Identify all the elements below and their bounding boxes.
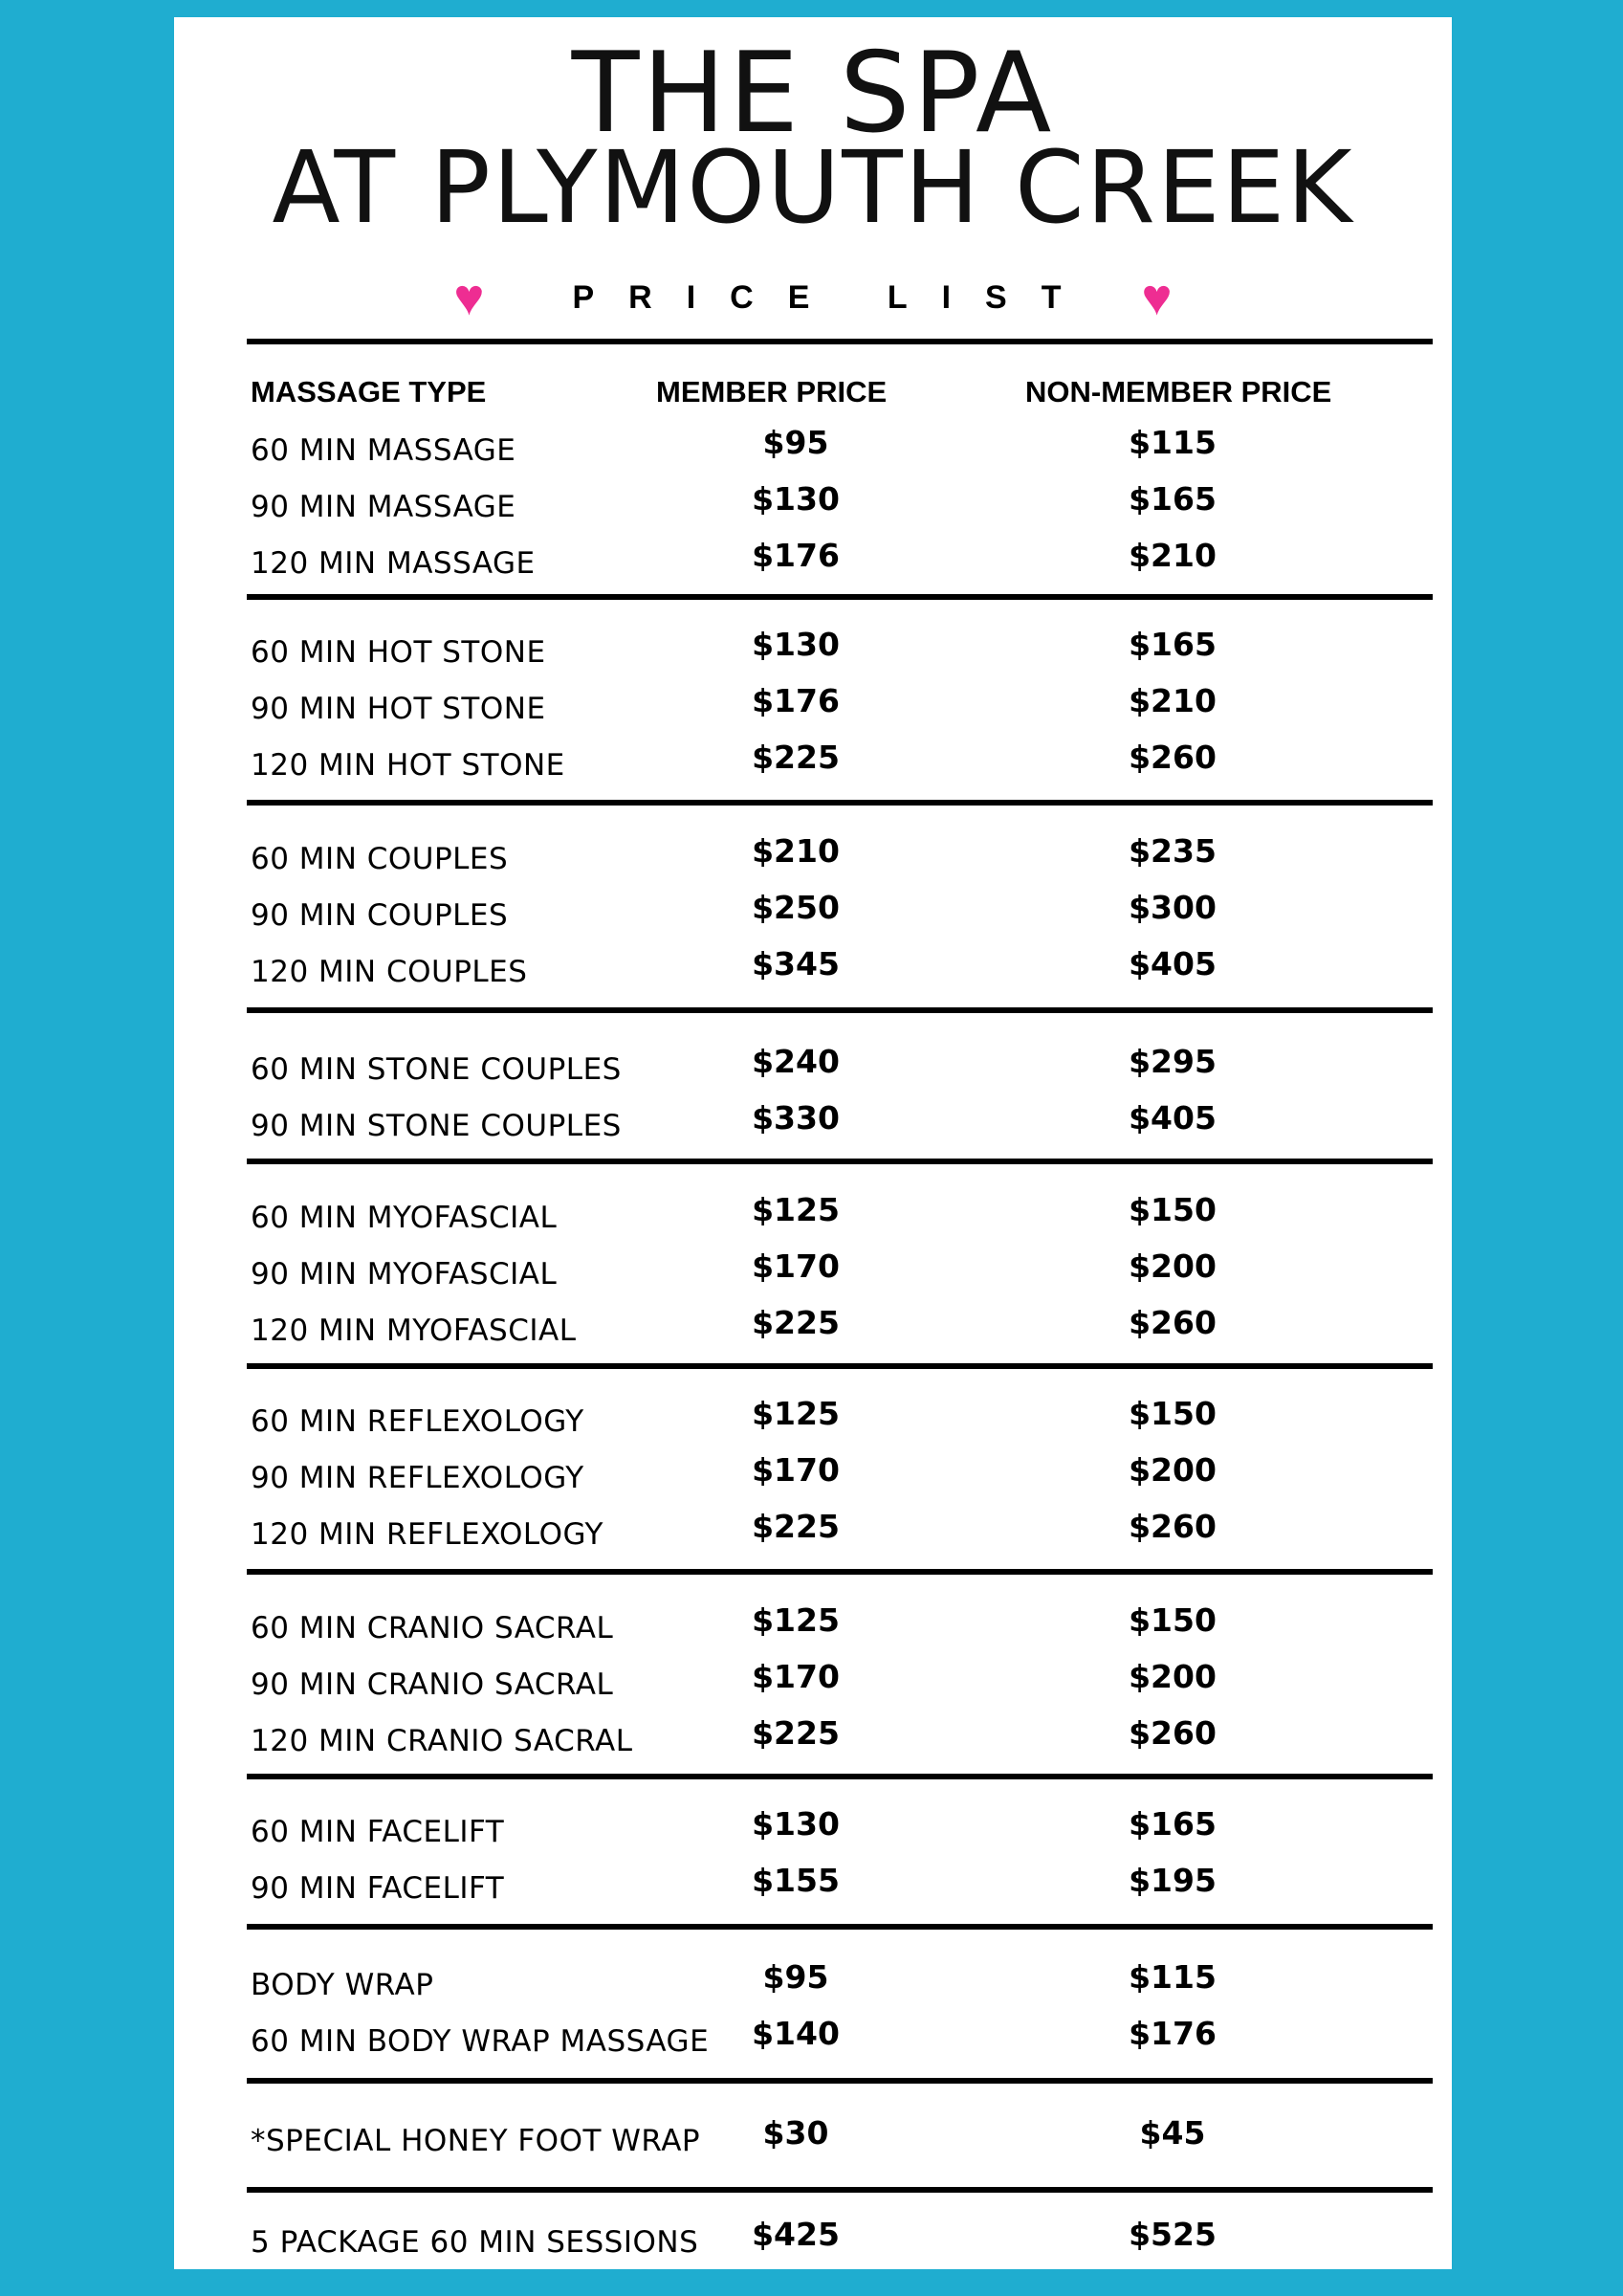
table-row — [247, 739, 1433, 790]
service-name: 60 MIN FACELIFT — [251, 1815, 505, 1849]
member-price: $130 — [752, 1805, 840, 1843]
table-row — [247, 1304, 1433, 1356]
non-member-price: $260 — [1129, 1714, 1217, 1752]
divider — [247, 1569, 1433, 1575]
column-header-type: MASSAGE TYPE — [251, 375, 487, 408]
column-header-non-member: NON-MEMBER PRICE — [1025, 375, 1332, 408]
member-price: $140 — [752, 2015, 840, 2052]
table-row — [247, 1043, 1433, 1094]
non-member-price: $260 — [1129, 1304, 1217, 1341]
service-name: BODY WRAP — [251, 1968, 434, 2002]
member-price: $170 — [752, 1451, 840, 1489]
service-name: 120 MIN REFLEXOLOGY — [251, 1517, 603, 1552]
service-name: 90 MIN STONE COUPLES — [251, 1109, 622, 1143]
service-name: 60 MIN REFLEXOLOGY — [251, 1404, 584, 1439]
member-price: $176 — [752, 537, 840, 574]
table-row — [247, 889, 1433, 940]
member-price: $250 — [752, 889, 840, 926]
table-row — [247, 1508, 1433, 1559]
non-member-price: $115 — [1129, 1958, 1217, 1996]
member-price: $170 — [752, 1658, 840, 1695]
service-name: 90 MIN MASSAGE — [251, 490, 516, 524]
service-name: 90 MIN COUPLES — [251, 898, 509, 933]
table-row — [247, 682, 1433, 734]
divider — [247, 800, 1433, 806]
divider — [247, 2187, 1433, 2193]
service-name: 90 MIN HOT STONE — [251, 692, 546, 726]
table-row — [247, 832, 1433, 884]
divider — [247, 1363, 1433, 1369]
table-row — [247, 945, 1433, 997]
service-name: 120 MIN CRANIO SACRAL — [251, 1724, 633, 1758]
non-member-price: $235 — [1129, 832, 1217, 870]
member-price: $425 — [752, 2216, 840, 2253]
table-row — [247, 1601, 1433, 1653]
member-price: $210 — [752, 832, 840, 870]
table-row — [247, 2216, 1433, 2267]
member-price: $155 — [752, 1862, 840, 1899]
page-title-line-1: THE SPA — [571, 29, 1055, 158]
table-row — [247, 2015, 1433, 2066]
divider — [247, 2078, 1433, 2084]
non-member-price: $195 — [1129, 1862, 1217, 1899]
table-row — [247, 1862, 1433, 1913]
non-member-price: $45 — [1139, 2114, 1206, 2152]
service-name: 120 MIN HOT STONE — [251, 748, 565, 783]
service-name: 60 MIN STONE COUPLES — [251, 1052, 622, 1087]
member-price: $95 — [762, 424, 829, 461]
member-price: $125 — [752, 1191, 840, 1228]
non-member-price: $150 — [1129, 1395, 1217, 1432]
member-price: $330 — [752, 1099, 840, 1137]
service-name: 60 MIN HOT STONE — [251, 635, 546, 670]
member-price: $225 — [752, 1714, 840, 1752]
table-row — [247, 626, 1433, 677]
member-price: $30 — [762, 2114, 829, 2152]
member-price: $345 — [752, 945, 840, 982]
heart-icon: ♥ — [453, 269, 485, 326]
non-member-price: $210 — [1129, 682, 1217, 719]
table-row — [247, 1714, 1433, 1766]
table-row — [247, 2114, 1433, 2166]
non-member-price: $115 — [1129, 424, 1217, 461]
non-member-price: $200 — [1129, 1658, 1217, 1695]
table-row — [247, 537, 1433, 588]
service-name: 5 PACKAGE 60 MIN SESSIONS — [251, 2225, 699, 2260]
table-row — [247, 1805, 1433, 1857]
column-header-member: MEMBER PRICE — [656, 375, 888, 408]
service-name: 90 MIN FACELIFT — [251, 1871, 505, 1906]
member-price: $170 — [752, 1247, 840, 1285]
member-price: $95 — [762, 1958, 829, 1996]
table-row — [247, 1099, 1433, 1151]
member-price: $225 — [752, 1304, 840, 1341]
member-price: $130 — [752, 626, 840, 663]
non-member-price: $200 — [1129, 1451, 1217, 1489]
non-member-price: $150 — [1129, 1601, 1217, 1639]
table-row — [247, 1191, 1433, 1243]
non-member-price: $405 — [1129, 945, 1217, 982]
divider — [247, 1007, 1433, 1013]
non-member-price: $405 — [1129, 1099, 1217, 1137]
service-name: 90 MIN REFLEXOLOGY — [251, 1461, 584, 1495]
non-member-price: $150 — [1129, 1191, 1217, 1228]
price-list-subtitle — [174, 269, 1452, 326]
divider — [247, 594, 1433, 600]
divider — [247, 1159, 1433, 1164]
table-row — [247, 480, 1433, 532]
non-member-price: $165 — [1129, 1805, 1217, 1843]
table-row — [247, 1395, 1433, 1446]
service-name: 120 MIN MASSAGE — [251, 546, 536, 581]
service-name: 120 MIN MYOFASCIAL — [251, 1314, 577, 1348]
table-row — [247, 1958, 1433, 2010]
member-price: $125 — [752, 1601, 840, 1639]
table-row — [247, 424, 1433, 475]
non-member-price: $525 — [1129, 2216, 1217, 2253]
member-price: $130 — [752, 480, 840, 518]
price-list-card — [174, 17, 1452, 2269]
non-member-price: $300 — [1129, 889, 1217, 926]
service-name: 120 MIN COUPLES — [251, 955, 528, 989]
table-row — [247, 1451, 1433, 1503]
non-member-price: $210 — [1129, 537, 1217, 574]
divider — [247, 1924, 1433, 1930]
non-member-price: $295 — [1129, 1043, 1217, 1080]
service-name: 60 MIN CRANIO SACRAL — [251, 1611, 614, 1645]
member-price: $125 — [752, 1395, 840, 1432]
service-name: 60 MIN MASSAGE — [251, 433, 516, 468]
non-member-price: $165 — [1129, 480, 1217, 518]
non-member-price: $176 — [1129, 2015, 1217, 2052]
non-member-price: $200 — [1129, 1247, 1217, 1285]
non-member-price: $260 — [1129, 739, 1217, 776]
heart-icon: ♥ — [1141, 269, 1173, 326]
service-name: 90 MIN CRANIO SACRAL — [251, 1667, 614, 1702]
page-title-line-2: AT PLYMOUTH CREEK — [272, 129, 1354, 246]
price-list-label: PRICE LIST — [572, 278, 1096, 316]
service-name: 90 MIN MYOFASCIAL — [251, 1257, 558, 1292]
member-price: $225 — [752, 1508, 840, 1545]
service-name: *SPECIAL HONEY FOOT WRAP — [251, 2124, 701, 2158]
table-row — [247, 1247, 1433, 1299]
divider — [247, 1774, 1433, 1779]
member-price: $225 — [752, 739, 840, 776]
member-price: $240 — [752, 1043, 840, 1080]
service-name: 60 MIN COUPLES — [251, 842, 509, 876]
non-member-price: $260 — [1129, 1508, 1217, 1545]
divider — [247, 339, 1433, 344]
service-name: 60 MIN BODY WRAP MASSAGE — [251, 2024, 710, 2059]
service-name: 60 MIN MYOFASCIAL — [251, 1201, 558, 1235]
non-member-price: $165 — [1129, 626, 1217, 663]
table-row — [247, 1658, 1433, 1710]
member-price: $176 — [752, 682, 840, 719]
